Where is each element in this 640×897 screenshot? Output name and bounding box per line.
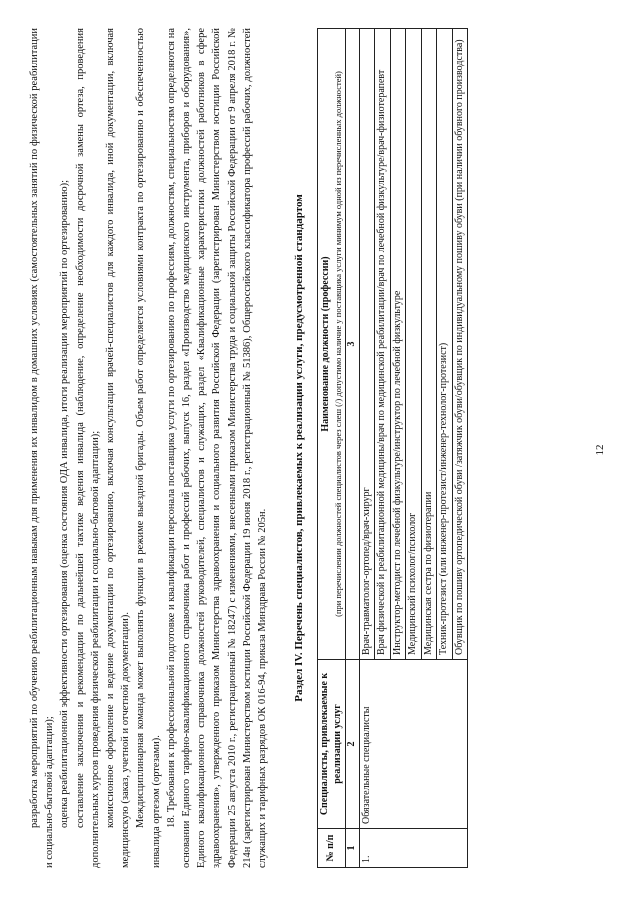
position-cell: Врач-травматолог-ортопед/врач-хирург	[359, 29, 375, 660]
header-position-title: Наименование должности (профессии)	[320, 256, 332, 432]
header-position-note: (при перечислении должностей специалистов через слеш (/) допустимо наличие у поставщика услуги минимум одной из перечисленных должностей)	[332, 71, 343, 617]
position-cell: Медицинская сестра по физиотерапии	[421, 29, 437, 660]
position-cell: Медицинский психолог/психолог	[406, 29, 422, 660]
specialists-table	[317, 28, 468, 868]
column-number: 3	[346, 29, 360, 660]
table-row	[359, 29, 375, 868]
row-number: 1.	[359, 829, 468, 868]
header-number: № п/п	[318, 829, 346, 868]
column-number: 2	[346, 660, 360, 829]
rotated-content	[27, 28, 627, 868]
header-position	[318, 29, 346, 660]
paragraph: Междисциплинарная команда может выполнять функции в режиме выездной бригады. Объем работ определяется условиями контракта по ортезированию и обеспеченностью инвалида ортезом (ортезами).	[135, 28, 162, 868]
position-cell: Инструктор-методист по лечебной физкультуре/инструктор по лечебной физкультуре	[390, 29, 406, 660]
table-header-row	[318, 29, 346, 868]
paragraph: 18. Требования к профессиональной подготовке и квалификации персонала поставщика услуги по ортезированию по профессиям, должностям, специальностям определяются на основании Единого тарифно-квалификационного справочника работ и профессий рабочих, выпуск 16, раздел «Производство медицинского инструмента, приборов и оборудования», Единого квалификационного справочника должностей руководителей, специалистов и служащих, раздел «Квалификационные характеристики должностей работников в сфере здравоохранения», утвержденного приказом Министерства здравоохранения и социального развития Российской Федерации (зарегистрирован Министерством юстиции Российской Федерации 25 августа 2010 г., регистрационный № 18247) с изменениями, внесенными приказом Министерства труда и социальной защиты Российской Федерации от 9 апреля 2018 г. № 214н (зарегистрирован Министерством юстиции Российской Федерации 19 июня 2018 г., регистрационный № 51386), Общероссийского классификатора профессий рабочих, должностей служащих и тарифных разрядов ОК 016-94, приказа Минздрава России № 205н.	[165, 28, 269, 868]
paragraph: оценка реабилитационной эффективности ортезирования (оценка состояния ОДА инвалида, итоги реализации мероприятий по ортезированию);	[59, 179, 71, 828]
column-number-row	[346, 29, 360, 868]
page-number: 12	[594, 444, 606, 456]
section-heading: Раздел IV. Перечень специалистов, привлекаемых к реализации услуги, предусмотренной стандартом	[293, 194, 305, 702]
body-text	[27, 28, 270, 868]
paragraph: комиссионное оформление и ведение документации по ортезированию, включая консультации врачей-специалистов для каждого инвалида, иной документации, включая медицинскую (заказ, учетной и отчетной документации).	[105, 28, 132, 868]
position-cell: Врач физической и реабилитационной медицины/врач по медицинской реабилитации/врач по лечебной физкультуре/врач-физиотерапевт	[375, 29, 391, 660]
position-cell: Обувщик по пошиву ортопедической обуви /затяжчик обуви/обувщик по индивидуальному пошиву обуви (при наличии обувного производства)	[452, 29, 468, 660]
position-cell: Техник-протезист (или инженер-протезист/инженер-технолог-протезист)	[437, 29, 453, 660]
header-specialists: Специалисты, привлекаемые к реализации услуг	[318, 660, 346, 829]
paragraph: разработка мероприятий по обучению реабилитационным навыкам для применения их инвалидом в домашних условиях (самостоятельных занятий по физической реабилитации и социально-бытовой адаптации);	[29, 28, 56, 868]
column-number: 1	[346, 829, 360, 868]
row-category: Обязательные специалисты	[359, 660, 468, 829]
paragraph: составление заключения и рекомендации по дальнейшей тактике ведения инвалида (наблюдение, определение необходимости досрочной замены ортеза, проведения дополнительных курсов проведения физической реабилитации и социально-бытовой адаптации);	[74, 28, 101, 868]
